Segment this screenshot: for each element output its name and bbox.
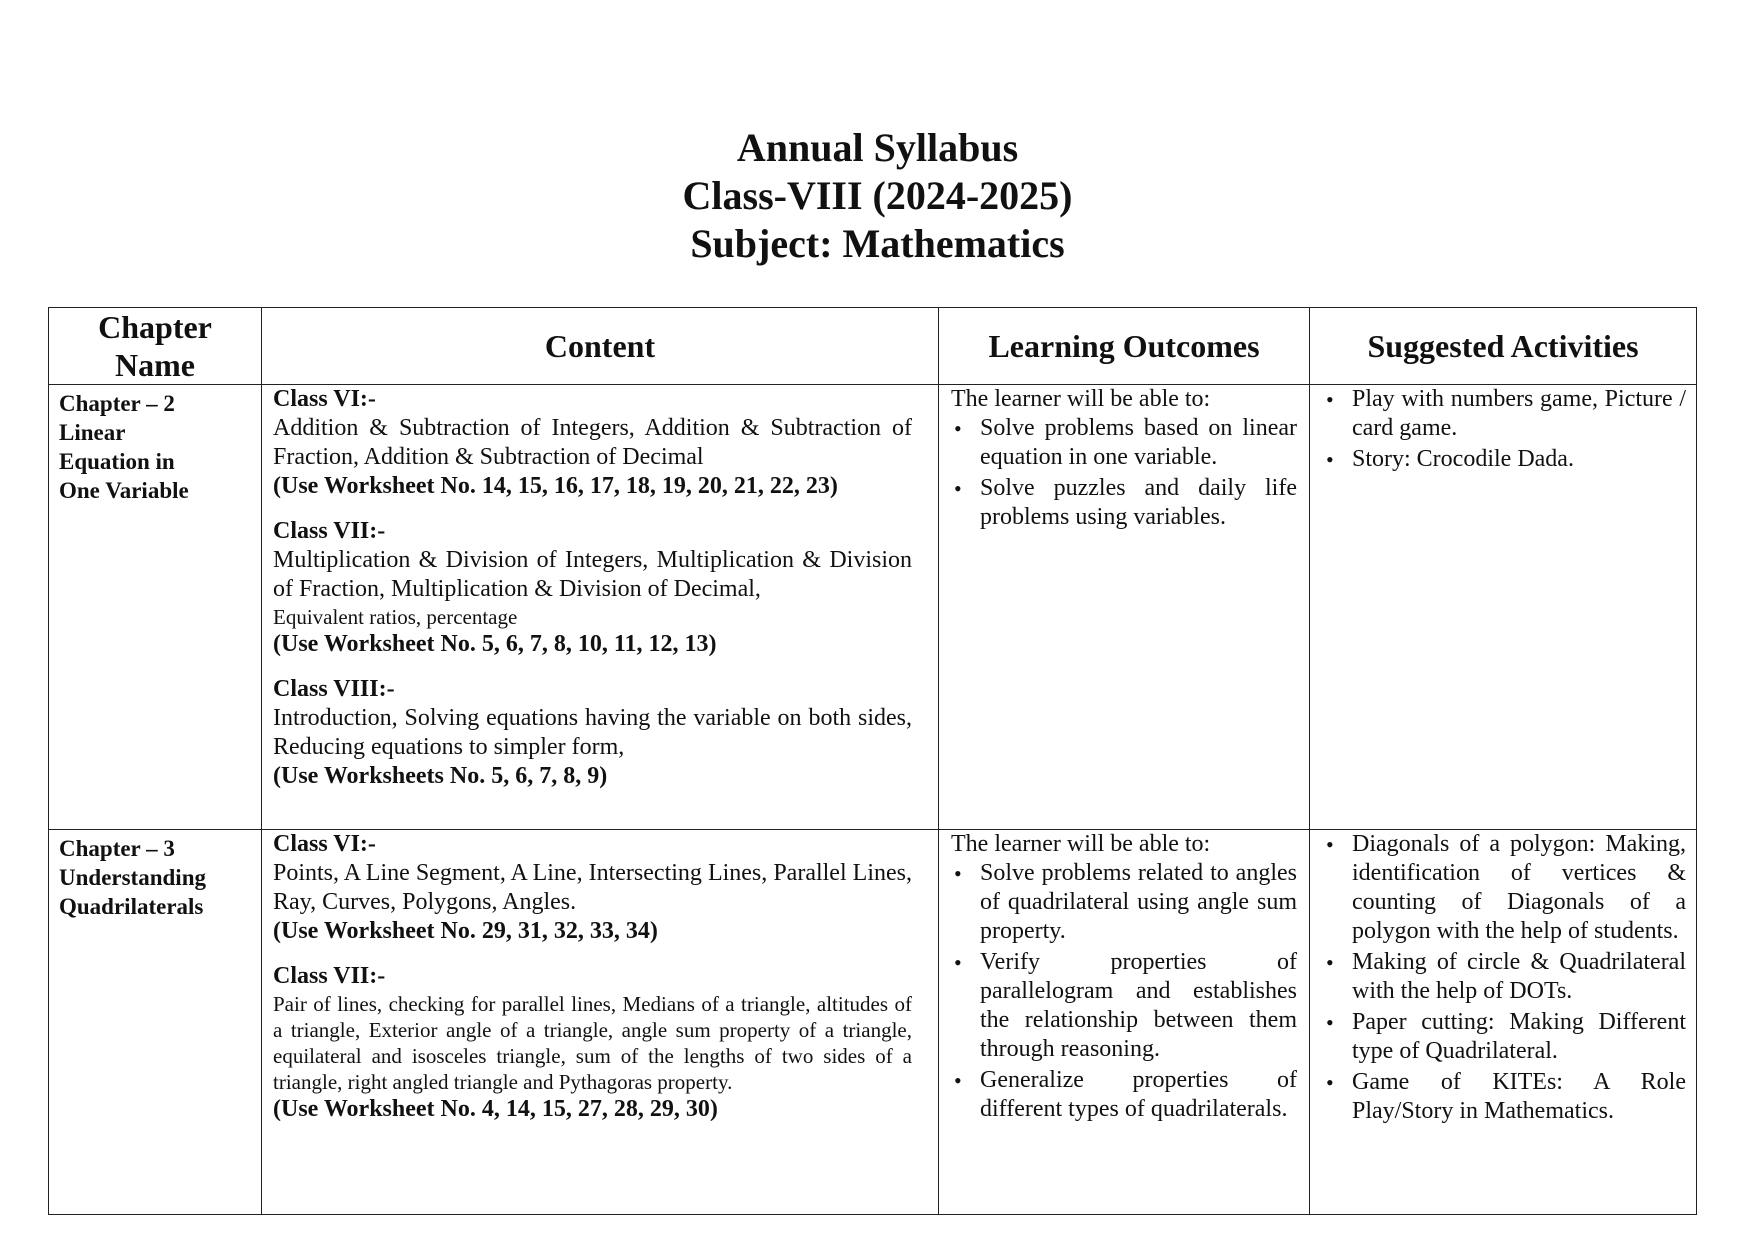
chapter-title-line: Understanding <box>59 865 206 890</box>
content-block <box>273 962 912 1124</box>
chapter-title-line: Equation in <box>59 449 175 474</box>
list-item: • Story: Crocodile Dada. <box>1322 445 1686 474</box>
chapter-title-line: One Variable <box>59 478 189 503</box>
content-block <box>273 675 912 791</box>
title-line-2: Class-VIII (2024-2025) <box>682 173 1073 218</box>
outcomes-intro: The learner will be able to: <box>951 831 1211 857</box>
header-suggested-activities: Suggested Activities <box>1310 308 1697 385</box>
content-text: Addition & Subtraction of Integers, Addition & Subtraction of Fraction, Addition & Subtraction of Decimal <box>273 415 912 470</box>
title-line-1: Annual Syllabus <box>736 125 1019 170</box>
content-cell <box>262 830 939 1215</box>
worksheet-reference: (Use Worksheet No. 29, 31, 32, 33, 34) <box>273 918 658 944</box>
table-header-row <box>49 308 1697 385</box>
header-chapter-name: Chapter Name <box>49 308 262 385</box>
list-item: • Generalize properties of different types of quadrilaterals. <box>950 1066 1297 1124</box>
list-item: • Diagonals of a polygon: Making, identification of vertices & counting of Diagonals of a polygon with the help of students. <box>1322 830 1686 946</box>
header-learning-outcomes: Learning Outcomes <box>939 308 1310 385</box>
class-heading: Class VII:- <box>273 963 386 989</box>
content-text-small: Pair of lines, checking for parallel lines, Medians of a triangle, altitudes of a triangle, Exterior angle of a triangle, angle sum property of a triangle, equilateral and isosceles triangle, sum of the lengths of two sides of a triangle, right angled triangle and Pythagoras property. <box>273 992 912 1094</box>
outcomes-list <box>950 414 1297 532</box>
title-line-3: Subject: Mathematics <box>690 221 1065 266</box>
chapter-label: Chapter – 2 <box>59 391 175 416</box>
worksheet-reference: (Use Worksheet No. 4, 14, 15, 27, 28, 29, 30) <box>273 1096 718 1122</box>
page-title <box>0 124 1755 268</box>
chapter-name-cell <box>49 830 262 1215</box>
worksheet-reference: (Use Worksheet No. 5, 6, 7, 8, 10, 11, 12, 13) <box>273 631 717 657</box>
content-text: Multiplication & Division of Integers, Multiplication & Division of Fraction, Multiplication & Division of Decimal, <box>273 547 912 602</box>
list-item: • Making of circle & Quadrilateral with the help of DOTs. <box>1322 948 1686 1006</box>
activities-list <box>1322 830 1686 1126</box>
class-heading: Class VI:- <box>273 386 376 412</box>
table-row <box>49 830 1697 1215</box>
content-text-small: Equivalent ratios, percentage <box>273 605 518 629</box>
suggested-activities-cell <box>1310 385 1697 830</box>
worksheet-reference: (Use Worksheet No. 14, 15, 16, 17, 18, 19, 20, 21, 22, 23) <box>273 473 838 499</box>
suggested-activities-cell <box>1310 830 1697 1215</box>
class-heading: Class VI:- <box>273 831 376 857</box>
chapter-title-line: Quadrilaterals <box>59 894 204 919</box>
content-text: Introduction, Solving equations having the variable on both sides, Reducing equations to simpler form, <box>273 705 912 760</box>
class-heading: Class VIII:- <box>273 676 395 702</box>
learning-outcomes-cell <box>939 830 1310 1215</box>
activities-list <box>1322 385 1686 474</box>
content-cell <box>262 385 939 830</box>
header-content: Content <box>262 308 939 385</box>
table-row <box>49 385 1697 830</box>
list-item: • Paper cutting: Making Different type of Quadrilateral. <box>1322 1008 1686 1066</box>
content-block <box>273 517 912 659</box>
list-item: • Game of KITEs: A Role Play/Story in Mathematics. <box>1322 1068 1686 1126</box>
content-block <box>273 830 912 946</box>
learning-outcomes-cell <box>939 385 1310 830</box>
chapter-title-line: Linear <box>59 420 126 445</box>
list-item: • Solve problems based on linear equation in one variable. <box>950 414 1297 472</box>
list-item: • Solve puzzles and daily life problems using variables. <box>950 474 1297 532</box>
syllabus-table <box>48 307 1697 1215</box>
chapter-label: Chapter – 3 <box>59 836 175 861</box>
chapter-name-cell <box>49 385 262 830</box>
outcomes-intro: The learner will be able to: <box>951 386 1211 412</box>
outcomes-list <box>950 859 1297 1124</box>
list-item: • Solve problems related to angles of quadrilateral using angle sum property. <box>950 859 1297 946</box>
list-item: • Verify properties of parallelogram and establishes the relationship between them through reasoning. <box>950 948 1297 1064</box>
list-item: • Play with numbers game, Picture / card game. <box>1322 385 1686 443</box>
content-block <box>273 385 912 501</box>
content-text: Points, A Line Segment, A Line, Intersecting Lines, Parallel Lines, Ray, Curves, Polygons, Angles. <box>273 860 912 915</box>
class-heading: Class VII:- <box>273 518 386 544</box>
worksheet-reference: (Use Worksheets No. 5, 6, 7, 8, 9) <box>273 763 608 789</box>
